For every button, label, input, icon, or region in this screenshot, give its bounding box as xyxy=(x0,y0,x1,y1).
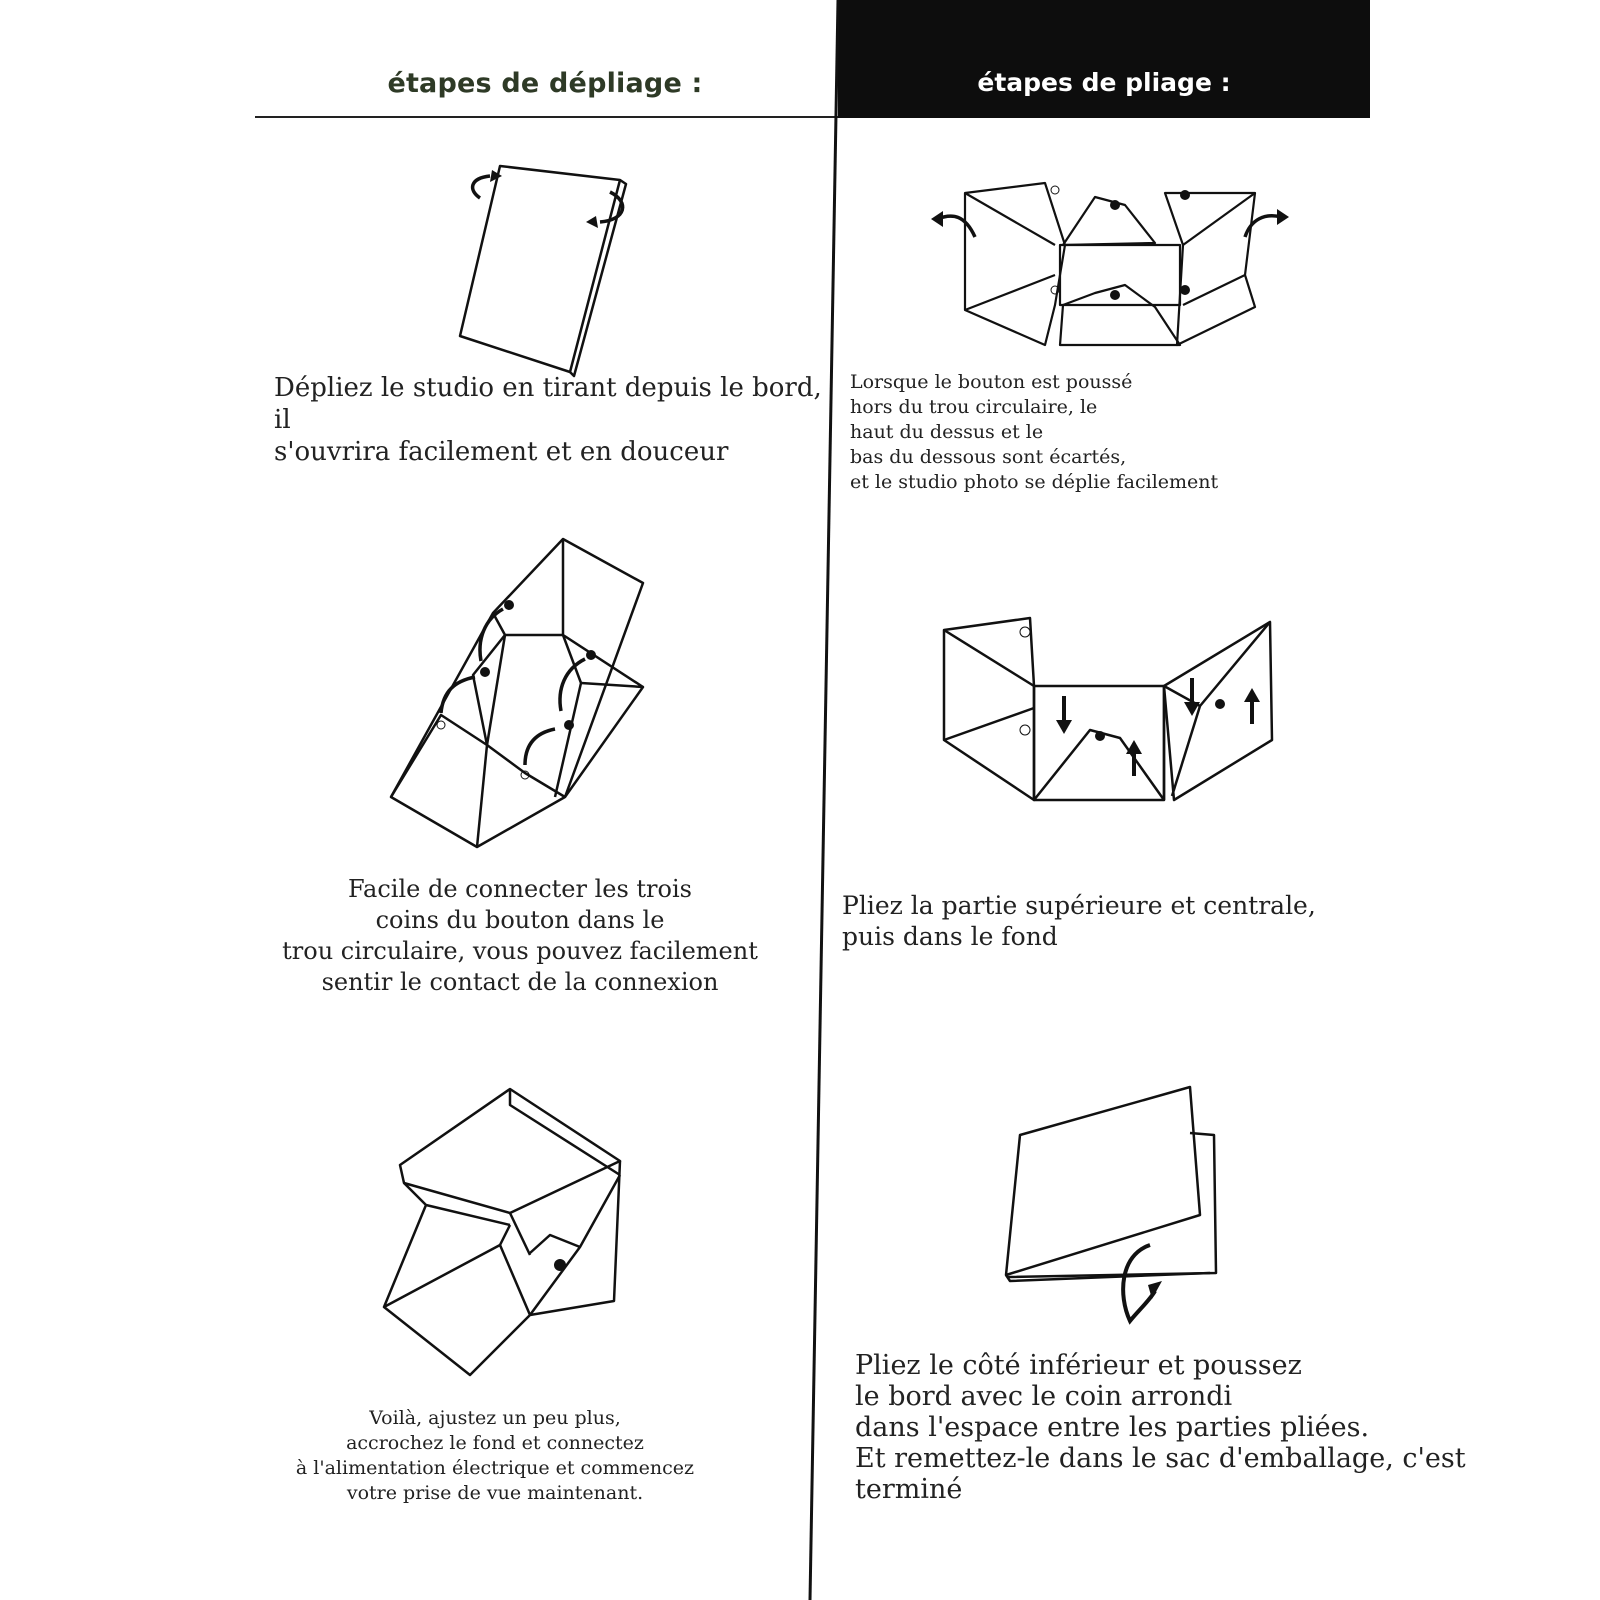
arrow-up-icon xyxy=(1244,688,1260,702)
unfold-step-1-text: Dépliez le studio en tirant depuis le bord, il s'ouvrira facilement et en douceur xyxy=(274,373,822,467)
arrow-down-icon xyxy=(1056,720,1072,734)
unfold-step-2-text: Facile de connecter les trois coins du bouton dans le trou circulaire, vous pouvez facilement sentir le contact de la connexion xyxy=(282,875,758,996)
assembled-studio-illustration xyxy=(380,1085,630,1389)
fold-top-center-illustration xyxy=(940,620,1280,824)
rotate-arrow-icon xyxy=(473,176,490,198)
folded-board-illustration xyxy=(440,150,640,384)
fold-step-2-text: Pliez la partie supérieure et centrale, puis dans le fond xyxy=(842,891,1316,951)
final-fold-illustration xyxy=(1000,1085,1230,1339)
curved-arrow-icon xyxy=(525,729,555,765)
unfold-step-3-text: Voilà, ajustez un peu plus, accrochez le fond et connectez à l'alimentation électrique et commencez votre prise de vue maintenant. xyxy=(295,1407,695,1504)
arrow-up-icon xyxy=(1126,740,1142,754)
curved-arrow-icon xyxy=(1123,1245,1155,1321)
fold-step-1-text: Lorsque le bouton est poussé hors du trou circulaire, le haut du dessus et le bas du dessous sont écartés, et le studio photo se déplie facilement xyxy=(850,371,1219,493)
fold-header: étapes de pliage : xyxy=(977,68,1231,97)
curved-arrow-icon xyxy=(441,677,475,713)
fold-step-3-text: Pliez le côté inférieur et poussez le bord avec le coin arrondi dans l'espace entre les parties pliées. Et remettez-le dans le sac d'emballage, c'est terminé xyxy=(855,1350,1466,1505)
unfold-header: étapes de dépliage : xyxy=(387,68,703,99)
flat-unfolded-studio-illustration xyxy=(925,175,1305,359)
connect-corners-illustration xyxy=(385,535,655,859)
